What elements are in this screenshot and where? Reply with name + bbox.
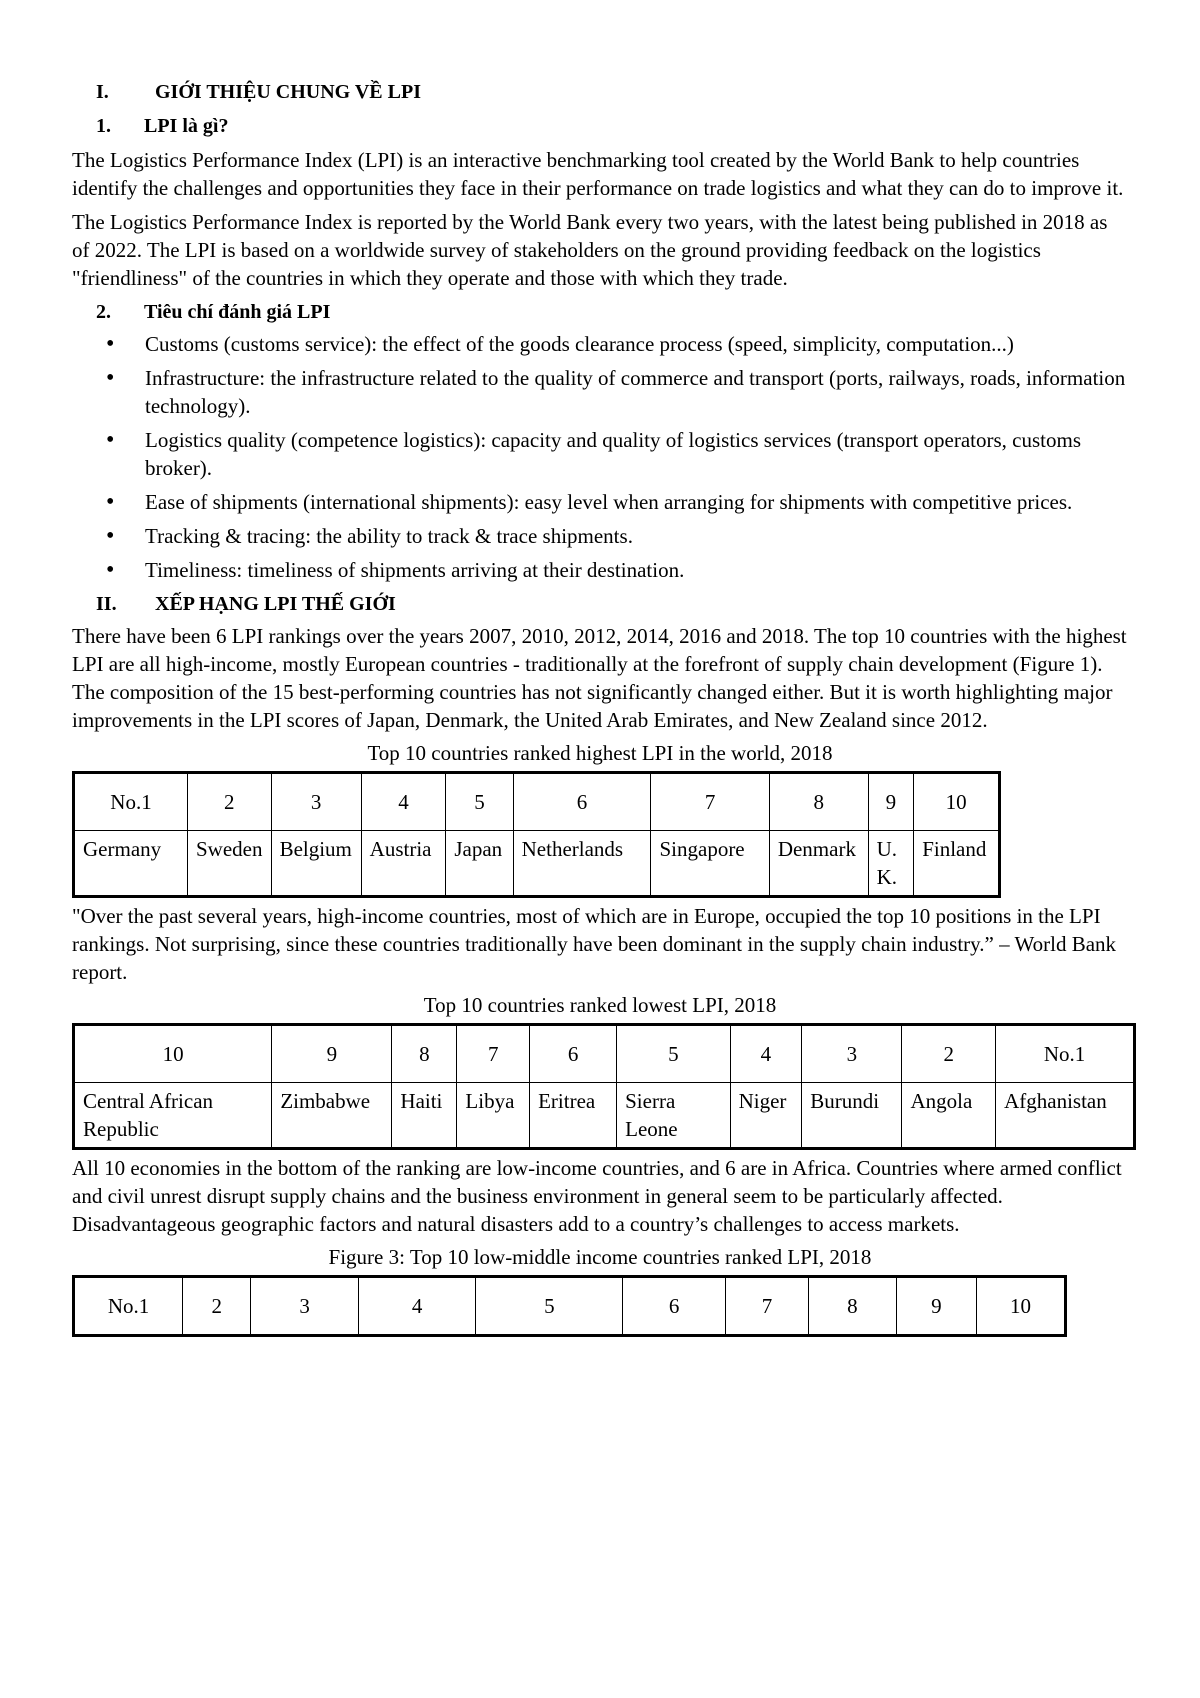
rank-cell: 3 xyxy=(271,773,361,831)
rank-cell: 6 xyxy=(530,1025,617,1083)
top-10-highest-table xyxy=(72,771,1001,898)
table-row xyxy=(74,773,1000,831)
document-page xyxy=(72,78,1128,1337)
country-cell: Finland xyxy=(914,831,1000,897)
rank-cell: No.1 xyxy=(74,773,188,831)
rank-cell: 5 xyxy=(476,1277,623,1336)
table-row xyxy=(74,1083,1135,1149)
subsection-1-heading xyxy=(96,112,1128,140)
rank-cell: 7 xyxy=(457,1025,530,1083)
low-income-paragraph: All 10 economies in the bottom of the ranking are low-income countries, and 6 are in Africa. Countries where armed conflict and civil unrest disrupt supply chains and the business environment in general seem to be particularly affected. Disadvantageous geographic factors and natural disasters add to a country’s challenges to access markets. xyxy=(72,1156,1122,1236)
top-10-lowest-table xyxy=(72,1023,1136,1150)
criteria-list xyxy=(72,330,1128,584)
rank-cell: 10 xyxy=(914,773,1000,831)
rank-cell: 4 xyxy=(361,773,446,831)
country-cell: Angola xyxy=(902,1083,996,1149)
rank-cell: No.1 xyxy=(74,1277,183,1336)
world-bank-quote: "Over the past several years, high-income countries, most of which are in Europe, occupied the top 10 positions in the LPI rankings. Not surprising, since these countries traditionally have been dominant in the supply chain industry.” – World Bank report. xyxy=(72,904,1117,984)
subsection-1-number: 1. xyxy=(96,115,111,137)
table-row xyxy=(74,1277,1066,1336)
lpi-definition-paragraph: The Logistics Performance Index (LPI) is an interactive benchmarking tool created by the World Bank to help countries identify the challenges and opportunities they face in their performance on trade logistics and what they can do to improve it. xyxy=(72,148,1124,200)
country-cell: Netherlands xyxy=(513,831,651,897)
rank-cell: 4 xyxy=(358,1277,475,1336)
low-middle-income-table xyxy=(72,1275,1067,1337)
table-2-caption: Top 10 countries ranked lowest LPI, 2018 xyxy=(423,993,777,1017)
rank-cell: 8 xyxy=(808,1277,896,1336)
country-cell: Belgium xyxy=(271,831,361,897)
section-2-heading xyxy=(96,590,1128,618)
rank-cell: 5 xyxy=(617,1025,730,1083)
country-cell: Niger xyxy=(730,1083,802,1149)
rank-cell: 6 xyxy=(513,773,651,831)
criteria-item-logistics-quality: • Logistics quality (competence logistics): capacity and quality of logistics services (transport operators, customs broker). xyxy=(72,426,1128,482)
country-cell: Zimbabwe xyxy=(272,1083,392,1149)
country-cell: Libya xyxy=(457,1083,530,1149)
criteria-item-timeliness: • Timeliness: timeliness of shipments arriving at their destination. xyxy=(72,556,1128,584)
criteria-item-infrastructure: • Infrastructure: the infrastructure related to the quality of commerce and transport (ports, railways, roads, information technology). xyxy=(72,364,1128,420)
country-cell: Singapore xyxy=(651,831,769,897)
subsection-1-title: LPI là gì? xyxy=(144,115,229,137)
rank-cell: 7 xyxy=(725,1277,808,1336)
rank-cell: 9 xyxy=(868,773,914,831)
lpi-report-paragraph: The Logistics Performance Index is reported by the World Bank every two years, with the latest being published in 2018 as of 2022. The LPI is based on a worldwide survey of stakeholders on the ground providing feedback on the logistics "friendliness" of the countries in which they operate and those with which they trade. xyxy=(72,210,1108,290)
rank-cell: 7 xyxy=(651,773,769,831)
country-cell: Central African Republic xyxy=(74,1083,272,1149)
country-cell: Japan xyxy=(446,831,513,897)
subsection-2-heading xyxy=(96,298,1128,326)
country-cell: Sierra Leone xyxy=(617,1083,730,1149)
rankings-paragraph: There have been 6 LPI rankings over the years 2007, 2010, 2012, 2014, 2016 and 2018. The top 10 countries with the highest LPI are all high-income, mostly European countries - traditionally at the forefront of supply chain development (Figure 1). The composition of the 15 best-performing countries has not significantly changed either. But it is worth highlighting major improvements in the LPI scores of Japan, Denmark, the United Arab Emirates, and New Zealand since 2012. xyxy=(72,624,1127,732)
table-1-caption: Top 10 countries ranked highest LPI in the world, 2018 xyxy=(367,741,833,765)
criteria-item-customs: • Customs (customs service): the effect of the goods clearance process (speed, simplicity, computation...) xyxy=(72,330,1128,358)
criteria-item-ease-of-shipments: • Ease of shipments (international shipments): easy level when arranging for shipments with competitive prices. xyxy=(72,488,1128,516)
rank-cell: 8 xyxy=(769,773,868,831)
table-3-caption: Figure 3: Top 10 low-middle income countries ranked LPI, 2018 xyxy=(328,1245,872,1269)
country-cell: Germany xyxy=(74,831,188,897)
rank-cell: 3 xyxy=(251,1277,359,1336)
rank-cell: 2 xyxy=(902,1025,996,1083)
subsection-2-number: 2. xyxy=(96,301,111,323)
rank-cell: 9 xyxy=(272,1025,392,1083)
section-1-number: I. xyxy=(96,81,109,103)
country-cell: Burundi xyxy=(802,1083,902,1149)
section-1-title: GIỚI THIỆU CHUNG VỀ LPI xyxy=(155,81,421,103)
subsection-2-title: Tiêu chí đánh giá LPI xyxy=(144,301,331,323)
country-cell: Eritrea xyxy=(530,1083,617,1149)
rank-cell: 10 xyxy=(74,1025,272,1083)
table-row xyxy=(74,1025,1135,1083)
section-2-number: II. xyxy=(96,593,117,615)
rank-cell: 4 xyxy=(730,1025,802,1083)
section-1-heading xyxy=(96,78,1128,106)
rank-cell: 2 xyxy=(187,773,271,831)
country-cell: Austria xyxy=(361,831,446,897)
section-2-title: XẾP HẠNG LPI THẾ GIỚI xyxy=(155,593,396,615)
table-row xyxy=(74,831,1000,897)
country-cell: Denmark xyxy=(769,831,868,897)
rank-cell: 2 xyxy=(183,1277,251,1336)
rank-cell: 3 xyxy=(802,1025,902,1083)
country-cell: U.K. xyxy=(868,831,914,897)
country-cell: Haiti xyxy=(392,1083,457,1149)
country-cell: Afghanistan xyxy=(996,1083,1135,1149)
rank-cell: 5 xyxy=(446,773,513,831)
criteria-item-tracking: • Tracking & tracing: the ability to track & trace shipments. xyxy=(72,522,1128,550)
country-cell: Sweden xyxy=(187,831,271,897)
rank-cell: 9 xyxy=(896,1277,976,1336)
rank-cell: 8 xyxy=(392,1025,457,1083)
rank-cell: 10 xyxy=(976,1277,1065,1336)
rank-cell: No.1 xyxy=(996,1025,1135,1083)
rank-cell: 6 xyxy=(623,1277,726,1336)
